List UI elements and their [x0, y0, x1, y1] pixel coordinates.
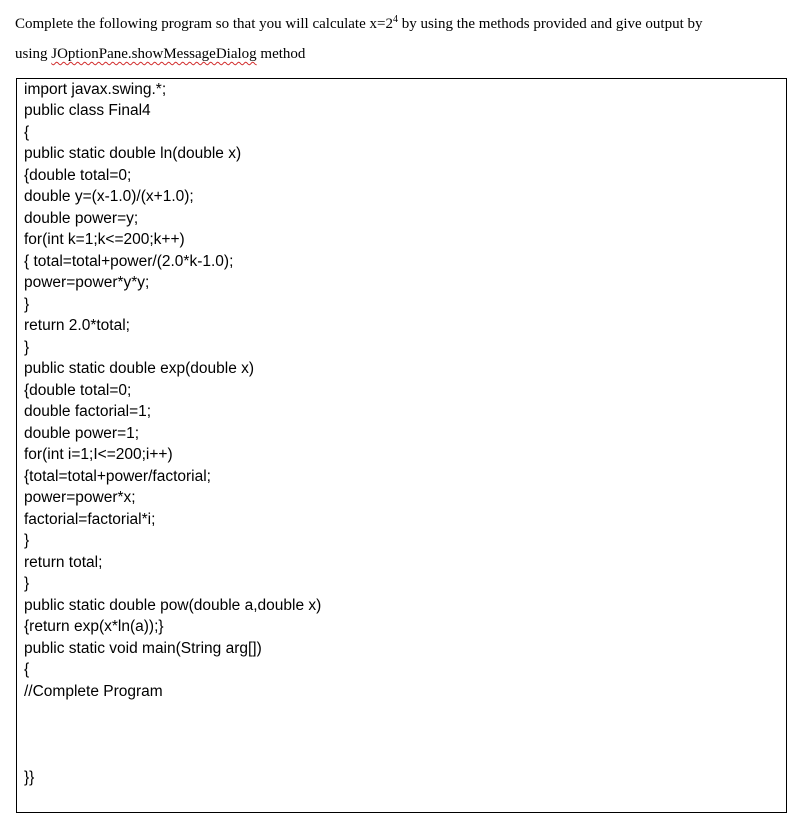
code-line: {return exp(x*ln(a));}: [24, 618, 164, 635]
code-line: for(int k=1;k<=200;k++): [24, 231, 185, 248]
code-line: public static void main(String arg[]): [24, 640, 262, 657]
code-line: }: [24, 575, 30, 592]
code-line: factorial=factorial*i;: [24, 511, 156, 528]
code-line: power=power*x;: [24, 489, 136, 506]
code-line: return 2.0*total;: [24, 317, 130, 334]
code-line: }: [24, 339, 30, 356]
code-line: public class Final4: [24, 102, 151, 119]
question-line-1: [15, 14, 703, 33]
method-name: JOptionPane.showMessageDialog: [51, 46, 257, 62]
code-line: double power=y;: [24, 210, 139, 227]
code-line: }: [24, 532, 30, 549]
code-line: public static double exp(double x): [24, 360, 255, 377]
question-line-1-text: Complete the following program so that you will calculate x=2: [15, 16, 393, 32]
code-box: [16, 78, 787, 813]
code-line: double power=1;: [24, 425, 140, 442]
code-line: import javax.swing.*;: [24, 81, 167, 98]
code-line: public static double ln(double x): [24, 145, 242, 162]
code-line: {total=total+power/factorial;: [24, 468, 211, 485]
code-line: }: [24, 296, 30, 313]
code-line: }}: [24, 769, 35, 786]
exponent: 4: [392, 14, 398, 25]
code-line: {double total=0;: [24, 167, 132, 184]
code-line: return total;: [24, 554, 103, 571]
question-line-2: [15, 46, 305, 63]
code-line: { total=total+power/(2.0*k-1.0);: [24, 253, 234, 270]
question-line-2-text: using: [15, 46, 52, 62]
code-line: {: [24, 124, 30, 141]
question-line-2-end: method: [256, 46, 306, 62]
code-line: {: [24, 661, 30, 678]
code-line: double y=(x-1.0)/(x+1.0);: [24, 188, 194, 205]
code-line: for(int i=1;I<=200;i++): [24, 446, 173, 463]
code-line: double factorial=1;: [24, 403, 152, 420]
code-line: //Complete Program: [24, 683, 163, 700]
question-line-1-end: by using the methods provided and give output by: [397, 16, 703, 32]
code-line: power=power*y*y;: [24, 274, 150, 291]
code-line: {double total=0;: [24, 382, 132, 399]
code-line: public static double pow(double a,double x): [24, 597, 322, 614]
